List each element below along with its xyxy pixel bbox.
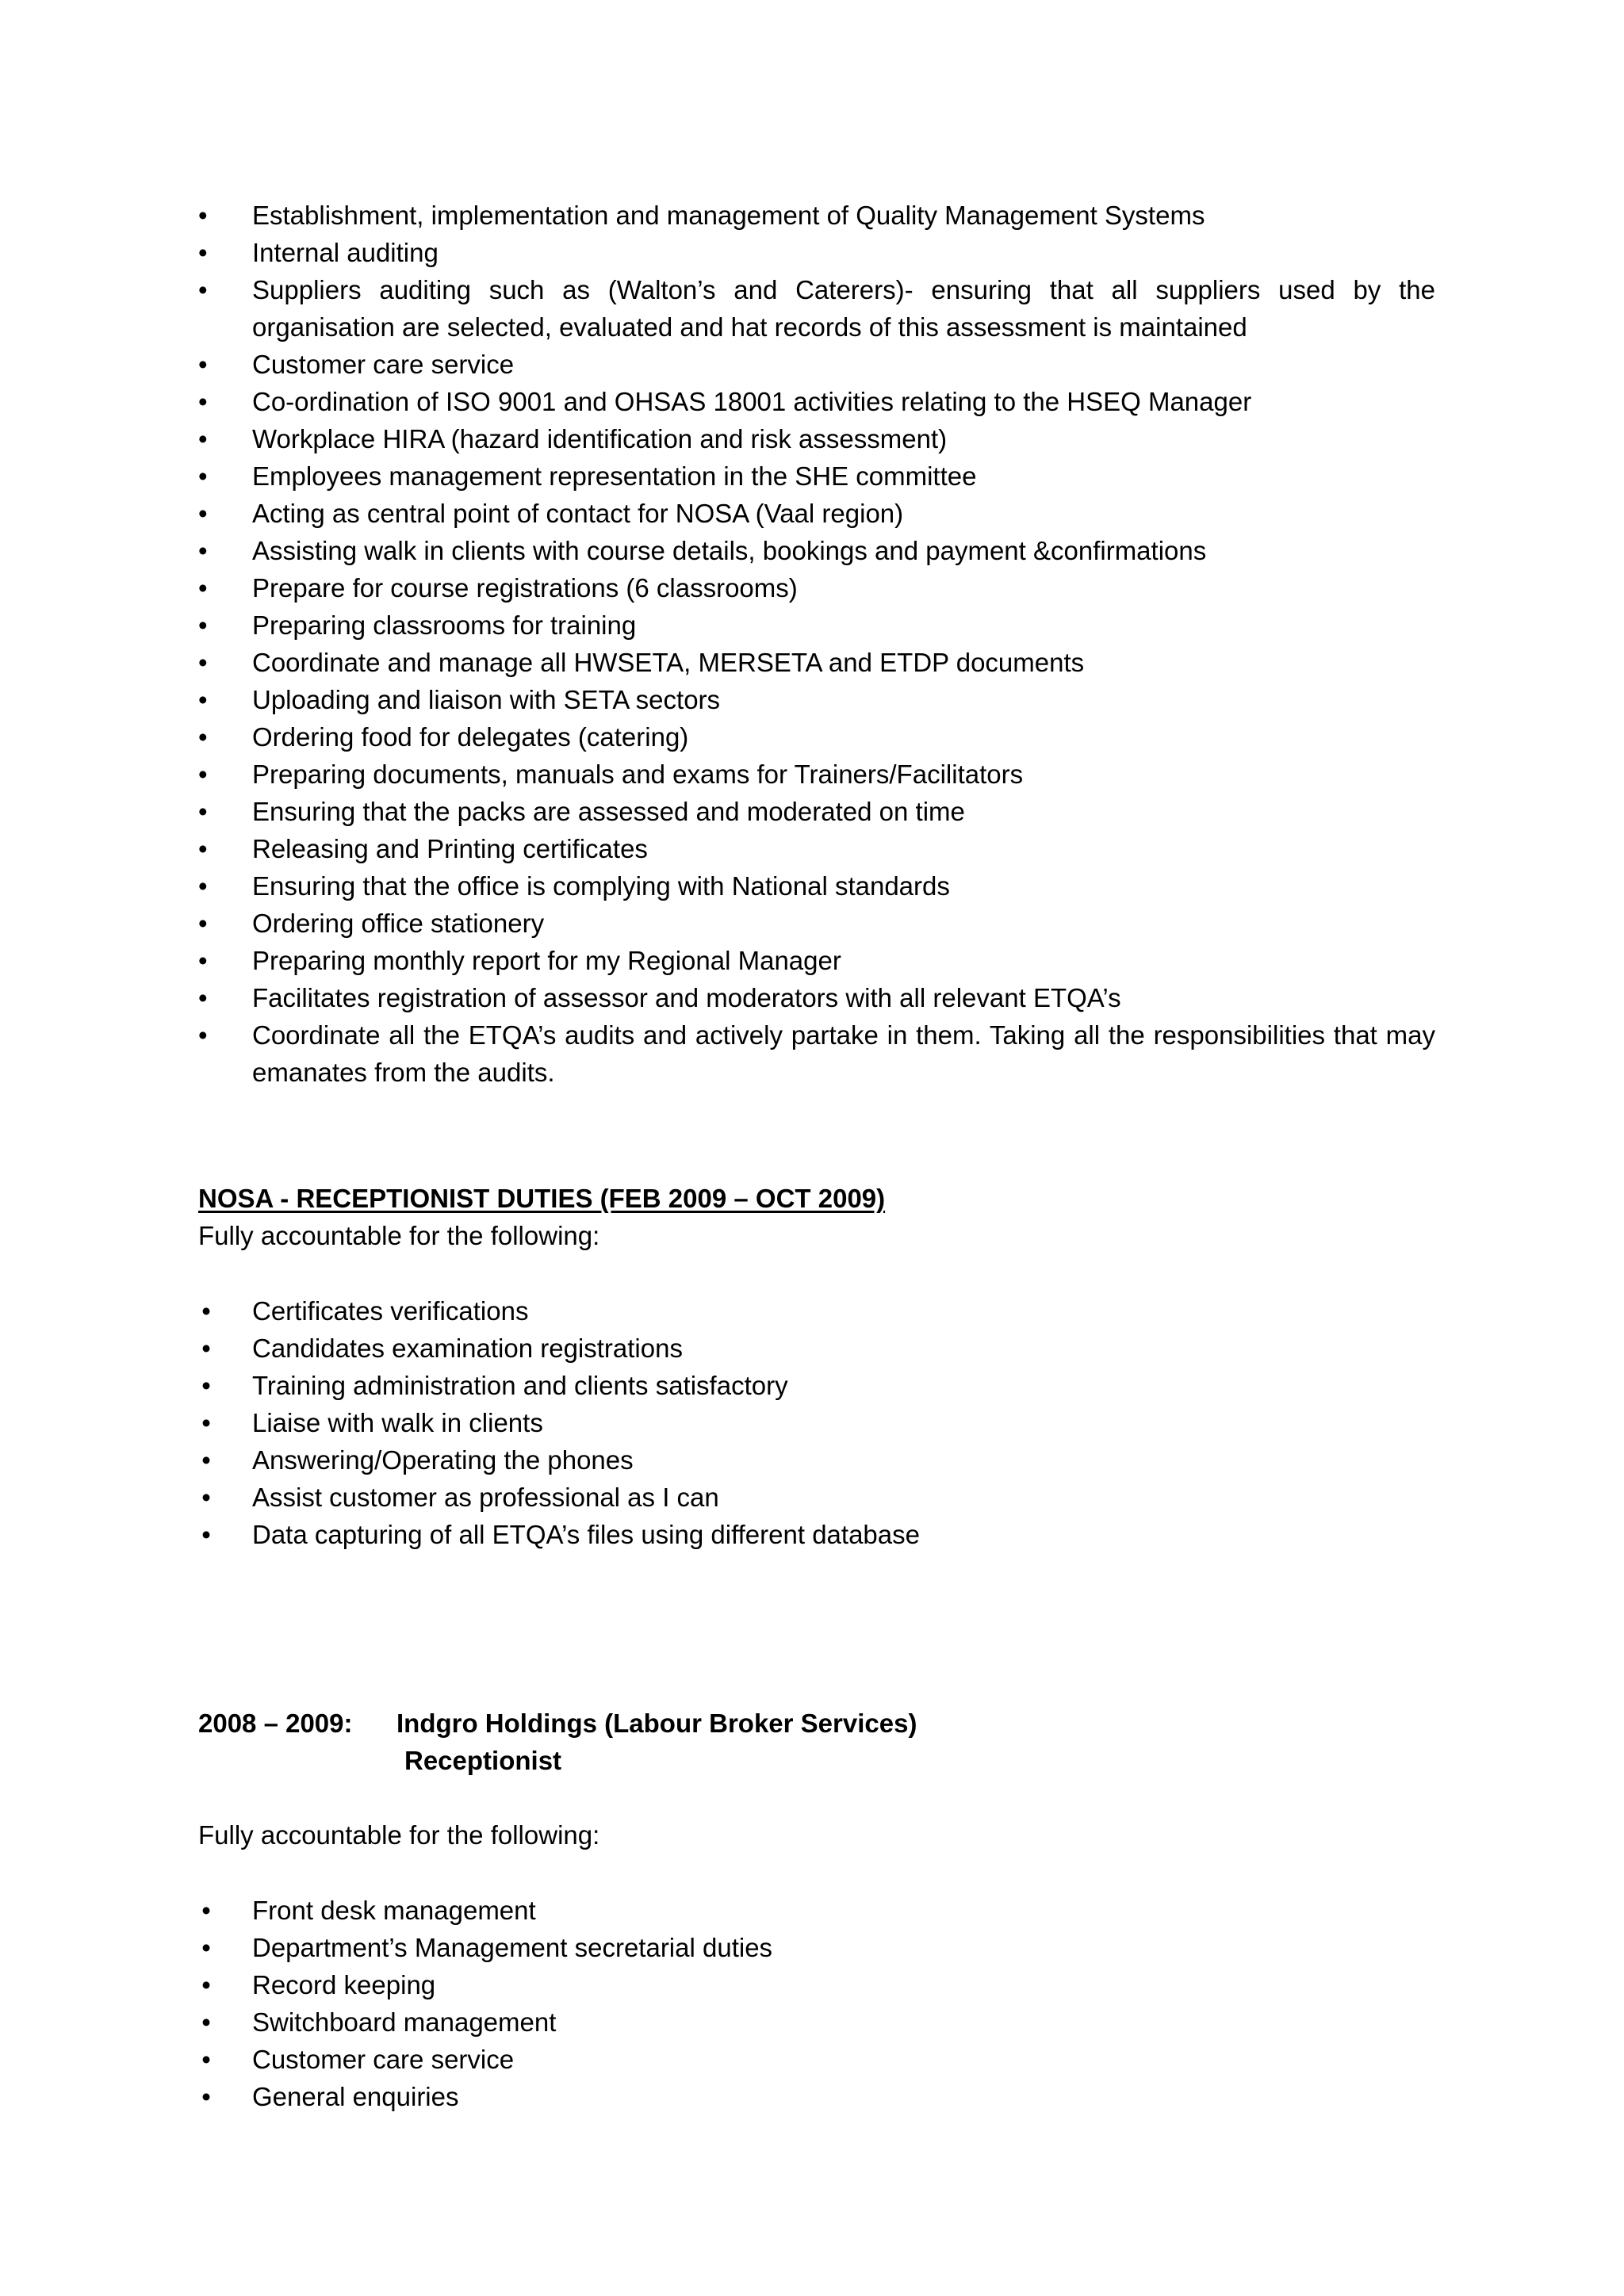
- bullet-icon: •: [198, 871, 208, 901]
- bullet-icon: •: [198, 536, 208, 565]
- list-item: • Prepare for course registrations (6 classrooms): [198, 569, 1435, 607]
- bullet-icon: •: [198, 499, 208, 528]
- list-item: • Ensuring that the packs are assessed and moderated on time: [198, 793, 1435, 830]
- section-heading: NOSA - RECEPTIONIST DUTIES (FEB 2009 – OCT 2009): [198, 1184, 886, 1213]
- list-item: • Ensuring that the office is complying with National standards: [198, 867, 1435, 905]
- list-item: • Liaise with walk in clients: [198, 1404, 1435, 1441]
- bullet-icon: •: [201, 1296, 211, 1326]
- list-item: • Acting as central point of contact for NOSA (Vaal region): [198, 495, 1435, 532]
- bullet-icon: •: [201, 1408, 211, 1437]
- bullet-icon: •: [198, 201, 208, 230]
- list-item: • Releasing and Printing certificates: [198, 830, 1435, 867]
- list-item: • Preparing documents, manuals and exams for Trainers/Facilitators: [198, 756, 1435, 793]
- job-company: Indgro Holdings (Labour Broker Services): [396, 1709, 917, 1738]
- duties-list: [198, 197, 1435, 1091]
- bullet-icon: •: [201, 1483, 211, 1512]
- bullet-icon: •: [201, 1445, 211, 1475]
- list-item: • Assisting walk in clients with course details, bookings and payment &confirmations: [198, 532, 1435, 569]
- list-item: • Establishment, implementation and management of Quality Management Systems: [198, 197, 1435, 234]
- bullet-icon: •: [201, 2082, 211, 2111]
- employment-entry: [198, 1705, 1435, 1779]
- indgro-list-block: [198, 1892, 1435, 2115]
- bullet-icon: •: [198, 573, 208, 603]
- bullet-icon: •: [198, 424, 208, 453]
- list-item: • Employees management representation in the SHE committee: [198, 457, 1435, 495]
- list-item: • Assist customer as professional as I can: [198, 1479, 1435, 1516]
- list-item: • Certificates verifications: [198, 1292, 1435, 1330]
- bullet-icon: •: [198, 760, 208, 789]
- list-item: • Ordering food for delegates (catering): [198, 718, 1435, 756]
- bullet-icon: •: [201, 1334, 211, 1363]
- bullet-icon: •: [198, 461, 208, 491]
- bullet-icon: •: [201, 1970, 211, 1999]
- list-item: • Preparing monthly report for my Regional Manager: [198, 942, 1435, 979]
- section-intro: Fully accountable for the following:: [198, 1221, 600, 1250]
- bullet-icon: •: [201, 1371, 211, 1400]
- bullet-icon: •: [201, 1933, 211, 1962]
- receptionist-duties-list: [198, 1292, 1435, 1553]
- bullet-icon: •: [201, 2045, 211, 2074]
- job-years: 2008 – 2009:: [198, 1709, 353, 1738]
- bullet-icon: •: [198, 350, 208, 379]
- list-item: • Preparing classrooms for training: [198, 607, 1435, 644]
- bullet-icon: •: [198, 685, 208, 714]
- list-item: • Coordinate all the ETQA’s audits and actively partake in them. Taking all the responsibilities that may emanates from the audits.: [198, 1016, 1435, 1091]
- list-item: • Training administration and clients satisfactory: [198, 1367, 1435, 1404]
- list-item: • General enquiries: [198, 2078, 1435, 2115]
- list-item: • Suppliers auditing such as (Walton’s and Caterers)- ensuring that all suppliers used by the organisation are selected, evaluated and hat records of this assessment is maintained: [198, 271, 1435, 346]
- list-item: • Front desk management: [198, 1892, 1435, 1929]
- bullet-icon: •: [201, 1520, 211, 1549]
- list-item: • Ordering office stationery: [198, 905, 1435, 942]
- bullet-icon: •: [198, 909, 208, 938]
- bullet-icon: •: [198, 275, 208, 304]
- list-item: • Answering/Operating the phones: [198, 1441, 1435, 1479]
- list-item: • Internal auditing: [198, 234, 1435, 271]
- nosa-receptionist-section: [198, 1180, 1435, 1254]
- list-item: • Co-ordination of ISO 9001 and OHSAS 18001 activities relating to the HSEQ Manager: [198, 383, 1435, 420]
- bullet-icon: •: [198, 946, 208, 975]
- job-header: [198, 1705, 1435, 1742]
- bullet-icon: •: [198, 834, 208, 863]
- list-item: • Candidates examination registrations: [198, 1330, 1435, 1367]
- bullet-icon: •: [198, 387, 208, 416]
- bullet-icon: •: [201, 2007, 211, 2037]
- indgro-duties-list: [198, 1892, 1435, 2115]
- list-item: • Customer care service: [198, 346, 1435, 383]
- list-item: • Uploading and liaison with SETA sectors: [198, 681, 1435, 718]
- list-item: • Workplace HIRA (hazard identification and risk assessment): [198, 420, 1435, 457]
- list-item: • Customer care service: [198, 2041, 1435, 2078]
- bullet-icon: •: [198, 797, 208, 826]
- bullet-icon: •: [198, 1020, 208, 1050]
- section-intro: Fully accountable for the following:: [198, 1820, 600, 1850]
- bullet-icon: •: [201, 1896, 211, 1925]
- list-item: • Record keeping: [198, 1966, 1435, 2003]
- bullet-icon: •: [198, 983, 208, 1012]
- list-item: • Coordinate and manage all HWSETA, MERSETA and ETDP documents: [198, 644, 1435, 681]
- list-item: • Data capturing of all ETQA’s files using different database: [198, 1516, 1435, 1553]
- duties-section: [198, 197, 1435, 1091]
- bullet-icon: •: [198, 238, 208, 267]
- job-role: Receptionist: [404, 1746, 562, 1775]
- list-item: • Switchboard management: [198, 2003, 1435, 2041]
- nosa-receptionist-list-block: [198, 1292, 1435, 1553]
- list-item: • Department’s Management secretarial duties: [198, 1929, 1435, 1966]
- bullet-icon: •: [198, 722, 208, 752]
- list-item: • Facilitates registration of assessor and moderators with all relevant ETQA’s: [198, 979, 1435, 1016]
- indgro-intro-block: [198, 1816, 1435, 1854]
- bullet-icon: •: [198, 610, 208, 640]
- bullet-icon: •: [198, 648, 208, 677]
